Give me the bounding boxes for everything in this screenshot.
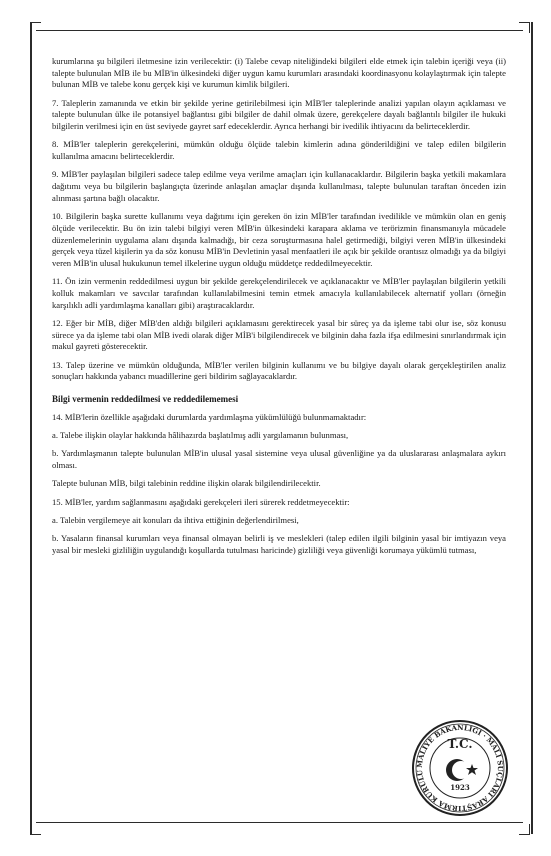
- paragraph: 13. Talep üzerine ve mümkün olduğunda, MİB'ler verilen bilginin kullanımı ve bu bilgiye dayalı olarak gerçekleştirilen analiz sonuçları hakkında yabancı muadillerine geri bildirim sağlayacaklardır.: [52, 359, 506, 382]
- paragraph: 14. MİB'lerin özellikle aşağıdaki durumlarda yardımlaşma yükümlülüğü bulunmamaktadır:: [52, 411, 367, 422]
- paragraph: 9. MİB'ler paylaşılan bilgileri sadece talep edilme veya verilme amaçları için kullanacaklardır. Bilgilerin başka yetkili makamlara dağıtımı veya bu bilgilerin başlangıçta üzerinde anlaşılan amaçlar dışında kullanılması, talepte bulunulan taraftan önceden izin alınması şartına bağlı olacaktır.: [52, 169, 506, 203]
- corner-ornament: [519, 824, 530, 835]
- paragraph: a. Talebe ilişkin olaylar hakkında hâlihazırda başlatılmış adli yargılamanın bulunması,: [52, 430, 349, 441]
- corner-ornament: [30, 22, 41, 33]
- seal-title: T.C.: [447, 737, 473, 751]
- paragraph: b. Yardımlaşmanın talepte bulunulan MİB'in ulusal yasal sistemine veya ulusal güvenliğine ya da uluslararası anlaşmalara aykırı olması.: [52, 448, 506, 471]
- paragraph: 10. Bilgilerin başka surette kullanımı veya dağıtımı için gereken ön izin MİB'ler tarafından ivedilikle ve mümkün olan en geniş ölçüde verilecektir. Bu ön izin talebi bilgiyi veren MİB'in ülkesindeki karapara aklama ve terörizmin finansmanıyla mücadele düzenlemelerinin uygulama alanı dışında kalmadığı, bir ceza soruşturmasına halel getirmediği, bilgiyi veren MİB'in ülkesindeki gerçek veya tüzel kişilerin ya da söz konusu MİB'in Devletinin yasal menfaatleri ile açık bir şekilde orantısız olmadığı ya da bilgiyi veren MİB'in ulusal hukukunun temel ilkelerine uygun olduğu müddetçe reddedilmeyecektir.: [52, 211, 506, 268]
- corner-ornament: [519, 22, 530, 33]
- bottom-rule: [36, 822, 523, 823]
- paragraph: Talepte bulunan MİB, bilgi talebinin reddine ilişkin olarak bilgilendirilecektir.: [52, 478, 321, 489]
- document-body: [52, 56, 506, 563]
- official-seal-stamp: [410, 718, 510, 818]
- paragraph: 11. Ön izin vermenin reddedilmesi uygun bir şekilde gerekçelendirilecek ve açıklanacaktır ve MİB'ler paylaşılan bilgilerin yetkili kolluk makamları ve savcılar tarafından kullanılabilmesini temin etmek amacıyla kullanılabilecek alternatif yolları (örneğin karşılıklı adli yardımlaşma kanalları gibi) araştıracaklardır.: [52, 276, 506, 310]
- seal-year: 1923: [450, 783, 470, 792]
- section-heading: Bilgi vermenin reddedilmesi ve reddedilememesi: [52, 394, 239, 405]
- paragraph: 12. Eğer bir MİB, diğer MİB'den aldığı bilgileri açıklamasını gerektirecek yasal bir süreç ya da işleme tabi olur ise, söz konusu sürece ya da işleme tabi olan MİB ivedi olarak diğer MİB'i bilgilendirecek ve bilginin daha fazla ifşa edilmesini sınırlandırmak için makul gayreti gösterecektir.: [52, 317, 506, 352]
- paragraph: 15. MİB'ler, yardım sağlanmasını aşağıdaki gerekçeleri ileri sürerek reddetmeyecektir:: [52, 496, 350, 507]
- paragraph: 7. Taleplerin zamanında ve etkin bir şekilde yerine getirilebilmesi için MİB'ler taleplerinde analizi yapılan olayın açıklaması ve talepte bulunulan ülke ile potansiyel bağlantısı gibi bilgiler de dahil olmak üzere, gerekçelere dayalı bağlantılı bilgiler ile hukuki bilgilerin verilmesi için en üst seviyede gayret sarf edeceklerdir. Ayrıca herhangi bir ivedilik ihtiyacını da belirteceklerdir.: [52, 97, 506, 132]
- top-rule: [36, 30, 523, 31]
- paragraph: b. Yasaların finansal kurumları veya finansal olmayan belirli iş ve meslekleri (talep edilen ilgili bilginin yasal bir imtiyazın veya yasal bir mesleki gizliliğin uygulandığı koşullarda tutulması haricinde) gizliliği veya güvenliği korumaya yükümlü tutması,: [52, 533, 506, 555]
- paragraph: a. Talebin vergilemeye ait konuları da ihtiva ettiğinin değerlendirilmesi,: [52, 514, 299, 525]
- seal-ring-text: MALİYE BAKANLIĞI · MALİ SUÇLARI ARAŞTIRMA KURULU: [414, 722, 506, 814]
- paragraph: kurumlarına şu bilgileri iletmesine izin verilecektir: (i) Talebe cevap niteliğindeki bilgileri elde etmek için talebin içeriği veya (ii) talepte bulunulan MİB ile bu MİB'in ülkesindeki diğer uygun kamu kurumları arasındaki koordinasyonu kolaylaştırmak için talepte bulunan MİB ve talebe konu gerçek kişi ve kurumun kimlik bilgileri.: [52, 56, 506, 90]
- paragraph: 8. MİB'ler taleplerin gerekçelerini, mümkün olduğu ölçüde talebin kimlerin adına gönderildiğini ve talep edilen bilgilerin kullanılma amacını belirteceklerdir.: [52, 139, 506, 162]
- corner-ornament: [30, 824, 41, 835]
